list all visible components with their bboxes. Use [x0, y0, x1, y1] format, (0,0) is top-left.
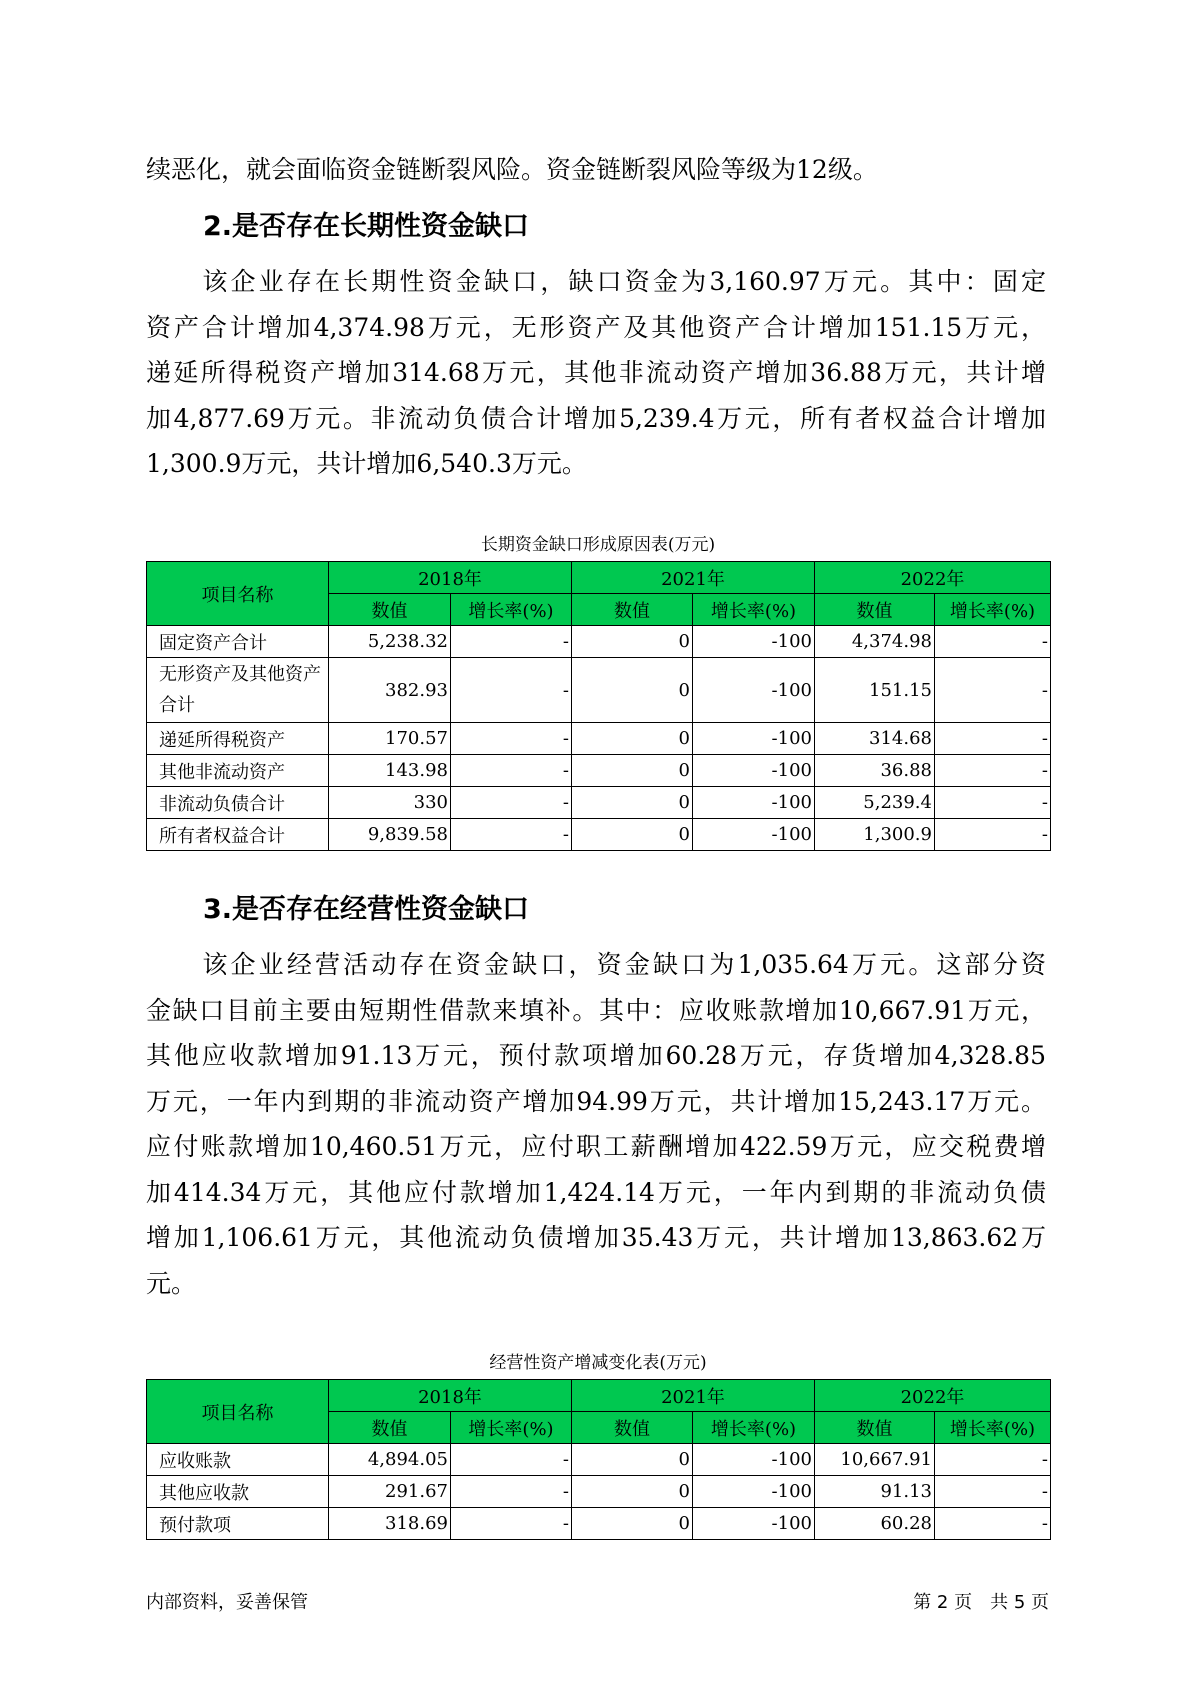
table-cell: -	[451, 787, 572, 819]
column-subheader: 增长率(%)	[693, 594, 815, 626]
column-header-name: 项目名称	[147, 562, 329, 626]
table-row	[147, 1444, 1051, 1476]
table-row	[147, 819, 1051, 851]
table-cell: -100	[693, 819, 815, 851]
table-cell: -100	[693, 1476, 815, 1508]
table-cell: 382.93	[329, 658, 451, 723]
table-cell: 0	[572, 787, 693, 819]
paragraph-line: 元。	[146, 1268, 197, 1298]
table-cell: 143.98	[329, 755, 451, 787]
table-cell: -	[935, 819, 1051, 851]
table-cell: -100	[693, 1444, 815, 1476]
table-cell: -100	[693, 787, 815, 819]
table-row	[147, 723, 1051, 755]
table-cell: -	[935, 755, 1051, 787]
column-header-year: 2018年	[329, 562, 572, 594]
table-cell: -	[451, 723, 572, 755]
table-cell: -100	[693, 1508, 815, 1540]
table-row	[147, 658, 1051, 723]
table-cell: -	[451, 1508, 572, 1540]
column-header-year: 2022年	[815, 562, 1051, 594]
paragraph-line: 加4,877.69万元。非流动负债合计增加5,239.4万元，所有者权益合计增加	[146, 403, 1046, 433]
table-cell: -	[935, 626, 1051, 658]
paragraph-line: 其他应收款增加91.13万元，预付款项增加60.28万元，存货增加4,328.85	[146, 1041, 1046, 1070]
table-cell: 0	[572, 755, 693, 787]
table-caption: 经营性资产增减变化表(万元)	[489, 1353, 707, 1373]
table-cell: 330	[329, 787, 451, 819]
table-cell: -	[935, 1476, 1051, 1508]
paragraph-line: 该企业经营活动存在资金缺口，资金缺口为1,035.64万元。这部分资	[146, 950, 1046, 979]
table-cell: -	[935, 787, 1051, 819]
table-row	[147, 1508, 1051, 1540]
row-label: 其他应收款	[147, 1476, 329, 1508]
table-cell: -	[935, 723, 1051, 755]
table-cell: 170.57	[329, 723, 451, 755]
table-cell: -100	[693, 658, 815, 723]
column-header-year: 2018年	[329, 1380, 572, 1412]
table-cell: -	[935, 658, 1051, 723]
long-term-gap-table	[146, 561, 1051, 851]
column-header-name: 项目名称	[147, 1380, 329, 1444]
table-cell: -	[935, 1508, 1051, 1540]
table-cell: 5,238.32	[329, 626, 451, 658]
row-label: 应收账款	[147, 1444, 329, 1476]
table-cell: 5,239.4	[815, 787, 935, 819]
row-label: 固定资产合计	[147, 626, 329, 658]
table-cell: -	[451, 626, 572, 658]
row-label: 预付款项	[147, 1508, 329, 1540]
row-label: 非流动负债合计	[147, 787, 329, 819]
table-cell: -	[935, 1444, 1051, 1476]
table-caption: 长期资金缺口形成原因表(万元)	[480, 535, 716, 555]
table-cell: -100	[693, 755, 815, 787]
table-header-row	[147, 562, 1051, 594]
footer-confidential-note: 内部资料，妥善保管	[146, 1592, 308, 1613]
paragraph-line: 递延所得税资产增加314.68万元，其他非流动资产增加36.88万元，共计增	[146, 358, 1046, 387]
paragraph-line: 该企业存在长期性资金缺口，缺口资金为3,160.97万元。其中：固定	[146, 267, 1046, 296]
table-row	[147, 626, 1051, 658]
table-row	[147, 1476, 1051, 1508]
paragraph-line: 应付账款增加10,460.51万元，应付职工薪酬增加422.59万元，应交税费增	[146, 1132, 1046, 1161]
table-cell: 0	[572, 1444, 693, 1476]
table-cell: 60.28	[815, 1508, 935, 1540]
table-cell: 318.69	[329, 1508, 451, 1540]
paragraph-line: 万元，一年内到期的非流动资产增加94.99万元，共计增加15,243.17万元。	[146, 1086, 1046, 1116]
table-row	[147, 787, 1051, 819]
table-cell: 0	[572, 626, 693, 658]
column-subheader: 增长率(%)	[451, 1412, 572, 1444]
footer-page-number: 第 2 页 共 5 页	[913, 1592, 1049, 1613]
column-subheader: 增长率(%)	[935, 594, 1051, 626]
table-cell: 314.68	[815, 723, 935, 755]
intro-line: 续恶化，就会面临资金链断裂风险。资金链断裂风险等级为12级。	[146, 155, 878, 184]
column-header-year: 2021年	[572, 562, 815, 594]
table-cell: 91.13	[815, 1476, 935, 1508]
table-cell: 151.15	[815, 658, 935, 723]
table-cell: 10,667.91	[815, 1444, 935, 1476]
table-cell: 4,894.05	[329, 1444, 451, 1476]
table-header-row	[147, 1380, 1051, 1412]
table-cell: 0	[572, 658, 693, 723]
table-cell: 0	[572, 723, 693, 755]
table-cell: -	[451, 1476, 572, 1508]
table-row	[147, 755, 1051, 787]
intro-paragraph	[146, 147, 1046, 193]
paragraph-line: 金缺口目前主要由短期性借款来填补。其中：应收账款增加10,667.91万元，	[146, 995, 1046, 1025]
column-header-year: 2022年	[815, 1380, 1051, 1412]
row-label: 递延所得税资产	[147, 723, 329, 755]
table-cell: -	[451, 658, 572, 723]
paragraph-line: 增加1,106.61万元，其他流动负债增加35.43万元，共计增加13,863.62万	[146, 1223, 1046, 1252]
section-2-paragraph	[146, 259, 1046, 487]
section-3-paragraph	[146, 942, 1046, 1306]
table-cell: -	[451, 1444, 572, 1476]
section-3-heading: 3.是否存在经营性资金缺口	[203, 894, 530, 925]
table-cell: 4,374.98	[815, 626, 935, 658]
column-subheader: 数值	[329, 594, 451, 626]
paragraph-line: 资产合计增加4,374.98万元，无形资产及其他资产合计增加151.15万元，	[146, 312, 1046, 342]
paragraph-line: 1,300.9万元，共计增加6,540.3万元。	[146, 449, 587, 478]
column-subheader: 数值	[572, 1412, 693, 1444]
section-2-heading: 2.是否存在长期性资金缺口	[203, 211, 530, 242]
table-cell: 0	[572, 1508, 693, 1540]
table-cell: -100	[693, 626, 815, 658]
table-cell: 0	[572, 819, 693, 851]
paragraph-line: 加414.34万元，其他应付款增加1,424.14万元，一年内到期的非流动负债	[146, 1177, 1046, 1207]
table-cell: -100	[693, 723, 815, 755]
table-cell: 0	[572, 1476, 693, 1508]
table-cell: 36.88	[815, 755, 935, 787]
column-subheader: 数值	[815, 1412, 935, 1444]
row-label: 其他非流动资产	[147, 755, 329, 787]
table-cell: -	[451, 819, 572, 851]
column-subheader: 增长率(%)	[935, 1412, 1051, 1444]
table-cell: -	[451, 755, 572, 787]
operating-assets-table	[146, 1379, 1051, 1540]
column-header-year: 2021年	[572, 1380, 815, 1412]
column-subheader: 数值	[815, 594, 935, 626]
table-cell: 9,839.58	[329, 819, 451, 851]
table-cell: 291.67	[329, 1476, 451, 1508]
row-label: 无形资产及其他资产合计	[147, 658, 329, 723]
column-subheader: 数值	[572, 594, 693, 626]
column-subheader: 数值	[329, 1412, 451, 1444]
column-subheader: 增长率(%)	[693, 1412, 815, 1444]
column-subheader: 增长率(%)	[451, 594, 572, 626]
table-cell: 1,300.9	[815, 819, 935, 851]
row-label: 所有者权益合计	[147, 819, 329, 851]
